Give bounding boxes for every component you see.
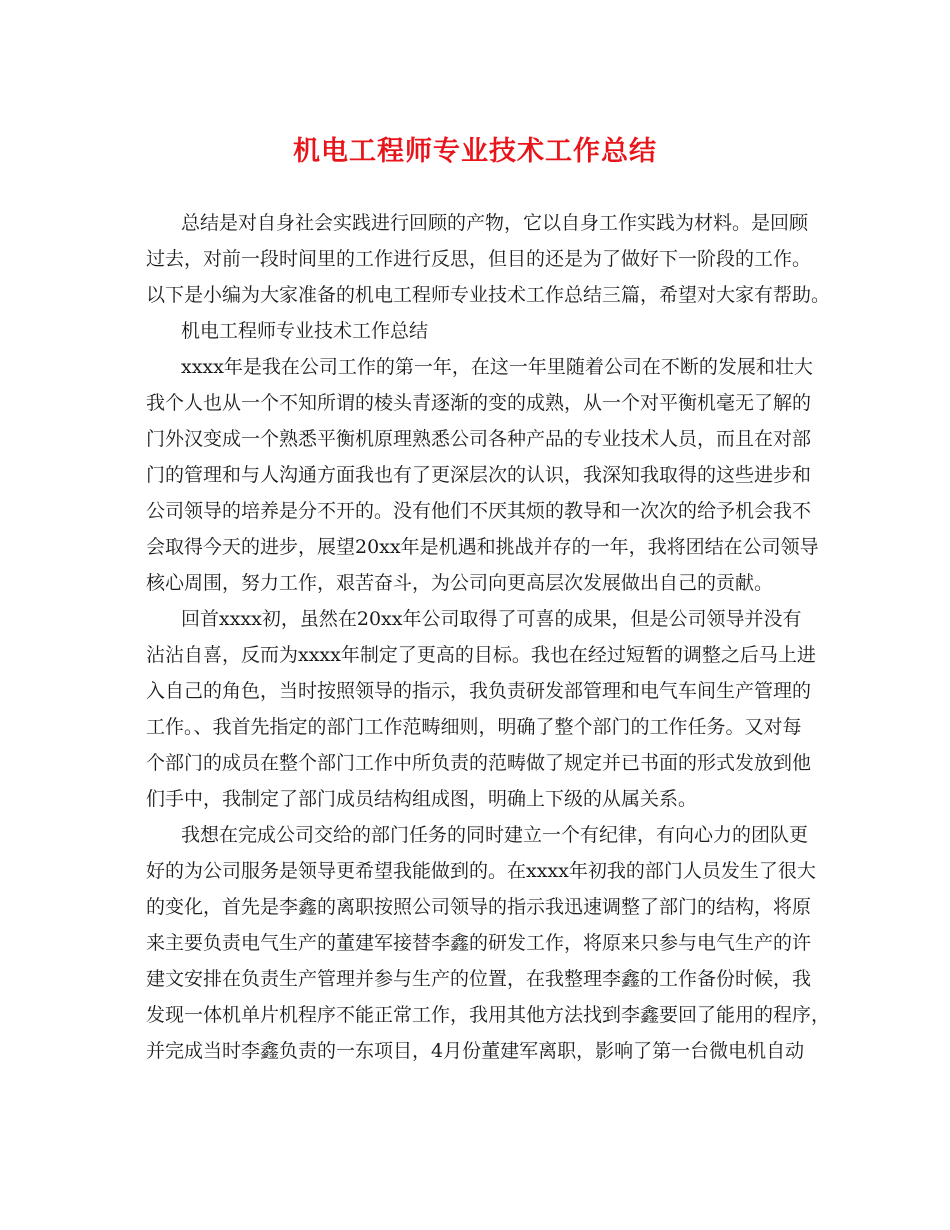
document-title: 机电工程师专业技术工作总结 xyxy=(293,136,657,167)
body-line: 总结是对自身社会实践进行回顾的产物，它以自身工作实践为材料。是回顾 xyxy=(181,212,809,234)
body-line: 的变化，首先是李鑫的离职按照公司领导的指示我迅速调整了部门的结构，将原 xyxy=(146,896,812,918)
body-line: 门外汉变成一个熟悉平衡机原理熟悉公司各种产品的专业技术人员，而且在对部 xyxy=(146,428,812,450)
body-line: 们手中，我制定了部门成员结构组成图，明确上下级的从属关系。 xyxy=(146,788,698,810)
body-line: 我个人也从一个不知所谓的棱头青逐渐的变的成熟，从一个对平衡机毫无了解的 xyxy=(146,392,812,414)
body-line: 门的管理和与人沟通方面我也有了更深层次的认识，我深知我取得的这些进步和 xyxy=(146,464,812,486)
body-line: 工作。、我首先指定的部门工作范畴细则，明确了整个部门的工作任务。又对每 xyxy=(146,716,802,738)
body-line: 公司领导的培养是分不开的。没有他们不厌其烦的教导和一次次的给予机会我不 xyxy=(146,500,812,522)
body-line: 回首xxxx初，虽然在20xx年公司取得了可喜的成果，但是公司领导并没有 xyxy=(181,608,802,630)
body-line: 过去，对前一段时间里的工作进行反思，但目的还是为了做好下一阶段的工作。 xyxy=(146,248,812,270)
body-line: 好的为公司服务是领导更希望我能做到的。在xxxx年初我的部门人员发生了很大 xyxy=(146,860,816,882)
section-heading: 机电工程师专业技术工作总结 xyxy=(181,320,429,342)
body-line: 入自己的角色，当时按照领导的指示，我负责研发部管理和电气车间生产管理的 xyxy=(146,680,812,702)
body-line: 沾沾自喜，反而为xxxx年制定了更高的目标。我也在经过短暂的调整之后马上进 xyxy=(146,644,816,666)
body-line: 发现一体机单片机程序不能正常工作，我用其他方法找到李鑫要回了能用的程序， xyxy=(146,1004,831,1026)
body-line: xxxx年是我在公司工作的第一年，在这一年里随着公司在不断的发展和壮大 xyxy=(181,356,813,378)
body-line: 以下是小编为大家准备的机电工程师专业技术工作总结三篇，希望对大家有帮助。 xyxy=(146,284,831,306)
body-line: 我想在完成公司交给的部门任务的同时建立一个有纪律，有向心力的团队更 xyxy=(181,824,809,846)
body-line: 个部门的成员在整个部门工作中所负责的范畴做了规定并已书面的形式发放到他 xyxy=(146,752,812,774)
body-line: 来主要负责电气生产的董建军接替李鑫的研发工作，将原来只参与电气生产的许 xyxy=(146,932,812,954)
body-line: 并完成当时李鑫负责的一东项目，4月份董建军离职，影响了第一台微电机自动 xyxy=(146,1040,805,1062)
body-line: 建文安排在负责生产管理并参与生产的位置，在我整理李鑫的工作备份时候，我 xyxy=(146,968,812,990)
body-line: 会取得今天的进步，展望20xx年是机遇和挑战并存的一年，我将团结在公司领导 xyxy=(146,536,819,558)
body-line: 核心周围，努力工作，艰苦奋斗，为公司向更高层次发展做出自己的贡献。 xyxy=(146,572,774,594)
